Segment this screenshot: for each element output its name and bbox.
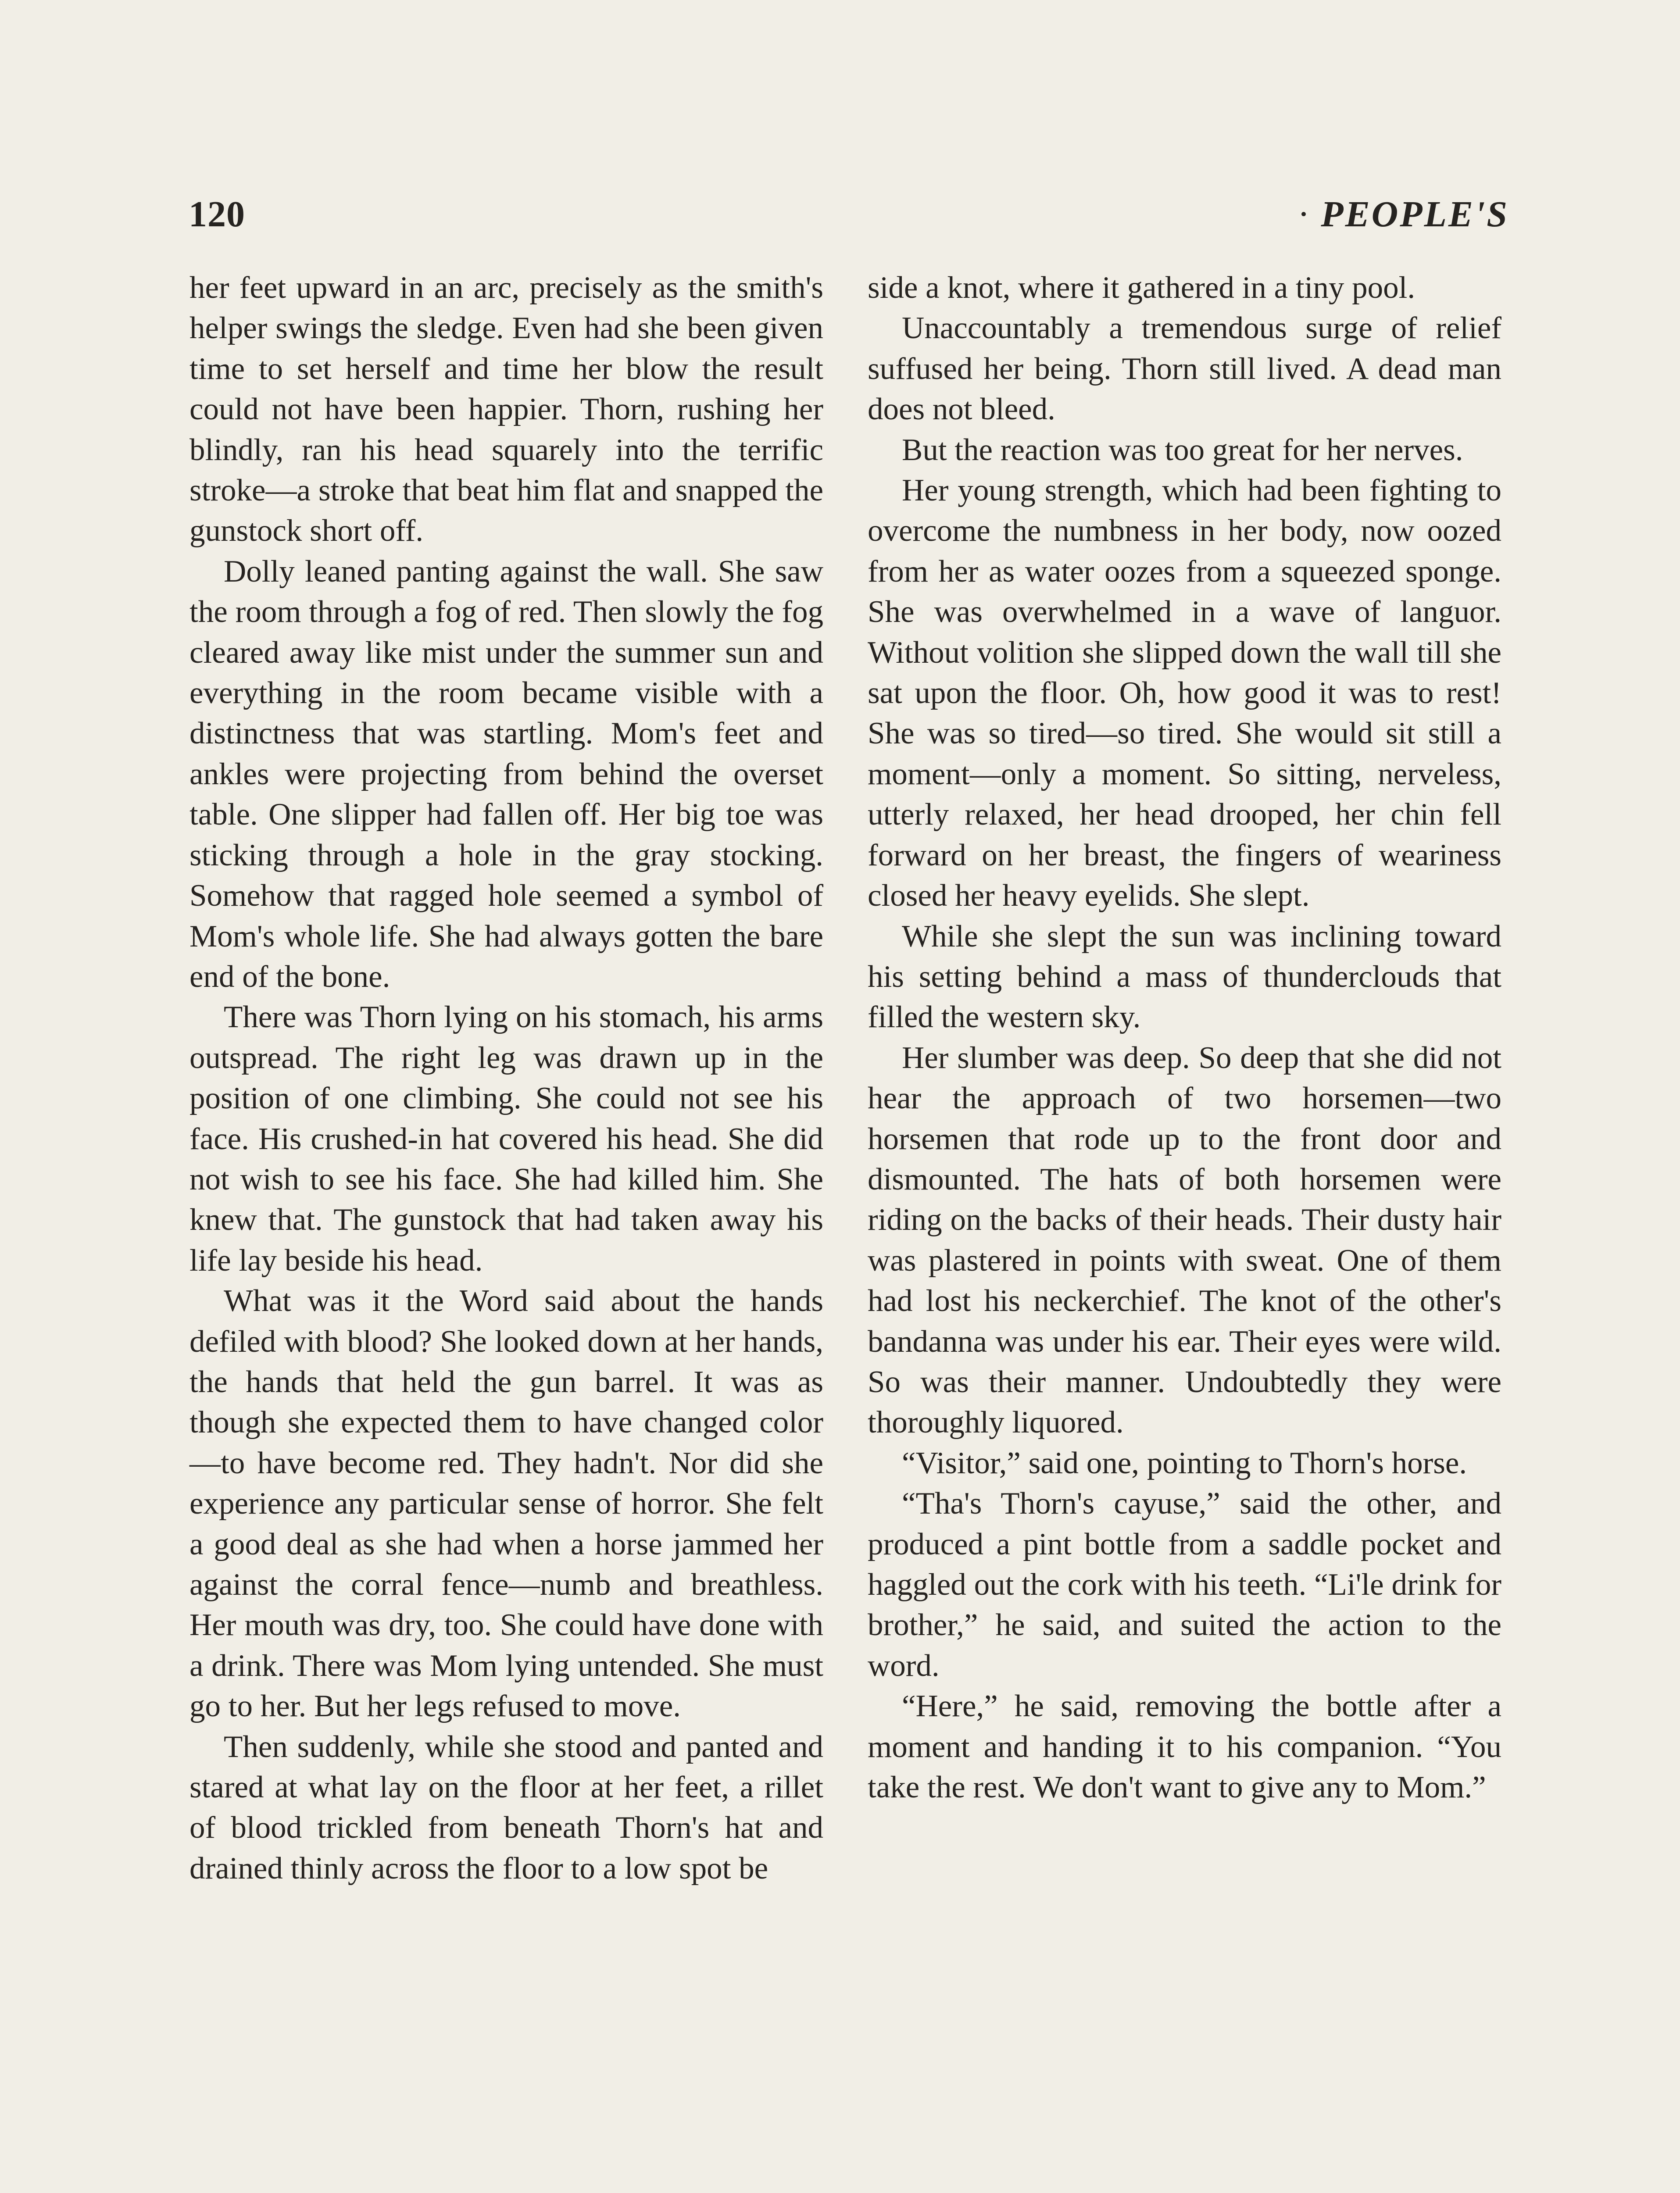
paragraph: “Visitor,” said one, pointing to Thorn's horse. — [902, 1446, 1467, 1480]
paragraph: There was Thorn lying on his stomach, his arms outspread. The right leg was drawn up in the position of one climbing. She could not see his face. His crushed-in hat covered his head. She did not wish to see his face. She had killed him. She knew that. The gunstock that had taken away his life lay beside his head. — [189, 1000, 823, 1278]
paragraph: What was it the Word said about the hands defiled with blood? She looked down at her hands, the hands that held the gun barrel. It was as though she expected them to have changed color—to have become red. They hadn't. Nor did she experience any particular sense of horror. She felt a good deal as she had when a horse jammed her against the corral fence—numb and breathless. Her mouth was dry, too. She could have done with a drink. There was Mom lying untended. She must go to her. But her legs refused to move. — [189, 1284, 823, 1724]
running-head-title: PEOPLE'S — [1321, 194, 1509, 235]
running-head-dot: · — [1298, 194, 1310, 235]
paragraph: But the reaction was too great for her nerves. — [902, 432, 1463, 467]
left-column — [189, 268, 823, 1889]
paragraph: Unaccountably a tremendous surge of relief suffused her being. Thorn still lived. A dead man does not bleed. — [868, 311, 1501, 427]
paragraph: side a knot, where it gathered in a tiny pool. — [868, 271, 1415, 305]
page-header — [189, 193, 1509, 250]
paragraph: Her young strength, which had been fighting to overcome the numbness in her body, now oozed from her as water oozes from a squeezed sponge. She was overwhelmed in a wave of languor. Without volition she slipped down the wall till she sat upon the floor. Oh, how good it was to rest! She was so tired—so tired. She would sit still a moment—only a moment. So sitting, nerveless, utterly relaxed, her head drooped, her chin fell forward on her breast, the fingers of weariness closed her heavy eyelids. She slept. — [868, 473, 1501, 913]
running-head — [1298, 193, 1509, 236]
paragraph: Her slumber was deep. So deep that she did not hear the approach of two horsemen—two horsemen that rode up to the front door and dismounted. The hats of both horsemen were riding on the backs of their heads. Their dusty hair was plastered in points with sweat. One of them had lost his neckerchief. The knot of the other's bandanna was under his ear. Their eyes were wild. So was their manner. Undoubtedly they were thoroughly liquored. — [868, 1040, 1501, 1440]
paragraph: Dolly leaned panting against the wall. She saw the room through a fog of red. Then slowly the fog cleared away like mist under the summer sun and everything in the room became visible with a distinctness that was startling. Mom's feet and ankles were projecting from behind the overset table. One slipper had fallen off. Her big toe was sticking through a hole in the gray stocking. Somehow that ragged hole seemed a symbol of Mom's whole life. She had always gotten the bare end of the bone. — [189, 554, 823, 994]
paragraph: “Tha's Thorn's cayuse,” said the other, and produced a pint bottle from a saddle pocket and haggled out the cork with his teeth. “Li'le drink for brother,” he said, and suited the action to the word. — [868, 1486, 1501, 1683]
paragraph: Then suddenly, while she stood and panted and stared at what lay on the floor at her feet, a rillet of blood trickled from beneath Thorn's hat and drained thinly across the floor to a low spot be — [189, 1729, 823, 1886]
right-column — [868, 268, 1501, 1807]
paragraph: “Here,” he said, removing the bottle after a moment and handing it to his companion. “You take the rest. We don't want to give any to Mom.” — [868, 1689, 1501, 1805]
paragraph: While she slept the sun was inclining toward his setting behind a mass of thunderclouds that filled the western sky. — [868, 919, 1501, 1035]
paragraph: her feet upward in an arc, precisely as the smith's helper swings the sledge. Even had she been given time to set herself and time her blow the result could not have been happier. Thorn, rushing her blindly, ran his head squarely into the terrific stroke—a stroke that beat him flat and snapped the gunstock short off. — [189, 271, 823, 548]
page-number: 120 — [189, 194, 245, 235]
